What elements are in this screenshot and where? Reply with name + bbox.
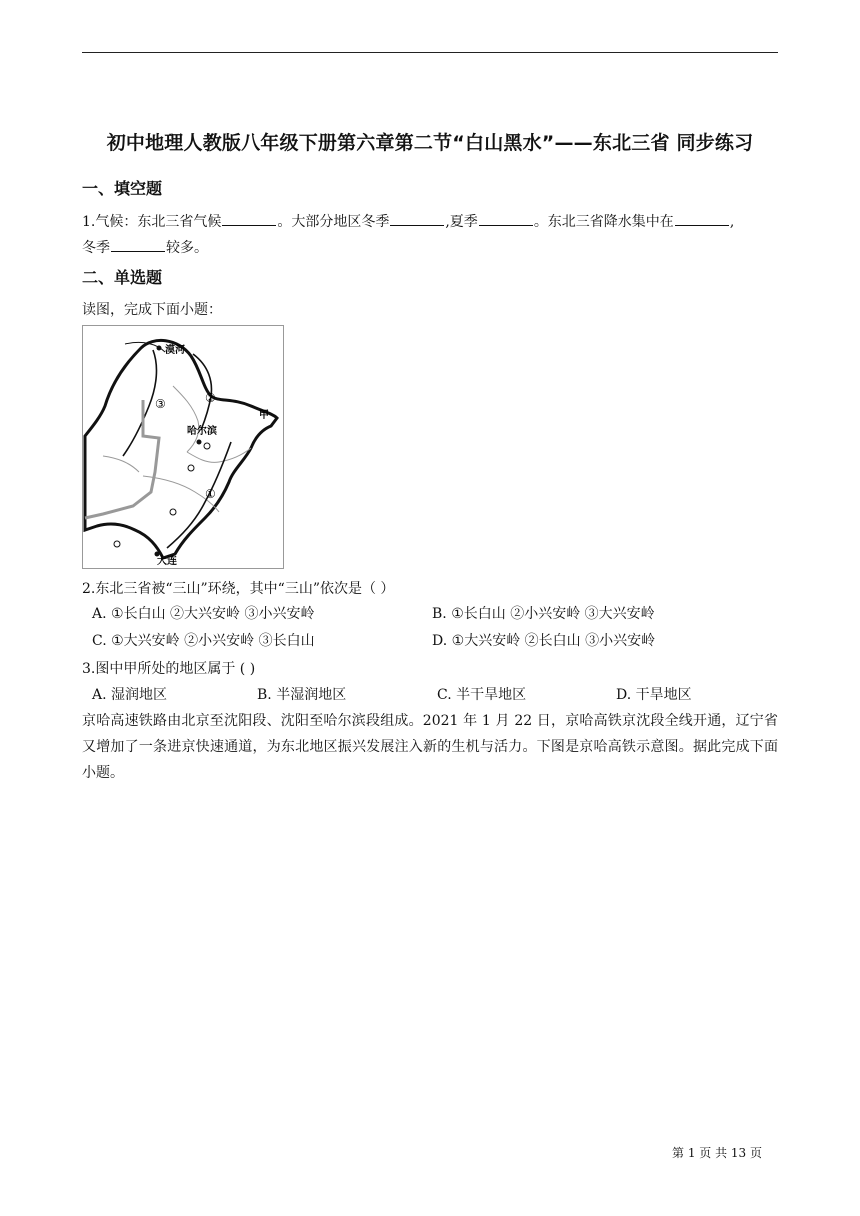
map-graphic [83, 326, 283, 568]
q1-text: 。东北三省降水集中在 [533, 214, 674, 230]
answer-blank[interactable] [479, 209, 533, 226]
q1-text: , [729, 214, 735, 230]
question-3-stem: 3.图中甲所处的地区属于 ( ) [82, 661, 256, 677]
map-label-mohe: 漠河 [165, 345, 185, 356]
map-label-harbin: 哈尔滨 [187, 426, 217, 437]
q3-option-a[interactable]: A. 湿润地区 [92, 687, 168, 703]
q3-option-c[interactable]: C. 半干旱地区 [437, 687, 527, 703]
map-label-dalian: 大连 [157, 556, 177, 567]
q1-text: 。大部分地区冬季 [277, 214, 390, 230]
section-heading-single-choice: 二、单选题 [82, 268, 163, 287]
map-number-1: ① [205, 487, 216, 501]
map-number-3: ③ [155, 397, 166, 411]
read-map-intro: 读图，完成下面小题： [82, 302, 222, 318]
q2-option-b[interactable]: B. ①长白山 ②小兴安岭 ③大兴安岭 [432, 606, 655, 622]
q3-option-b[interactable]: B. 半湿润地区 [257, 687, 347, 703]
page-number: 第 1 页 共 13 页 [672, 1146, 762, 1160]
q1-text: 1.气候：东北三省气候 [82, 214, 222, 230]
harbin-dot [197, 440, 202, 445]
q3-option-d[interactable]: D. 干旱地区 [616, 687, 692, 703]
q2-option-c[interactable]: C. ①大兴安岭 ②小兴安岭 ③长白山 [92, 633, 315, 649]
question-1 [82, 209, 782, 261]
page-title: 初中地理人教版八年级下册第六章第二节“白山黑水”——东北三省 同步练习 [106, 132, 754, 154]
q2-option-a[interactable]: A. ①长白山 ②大兴安岭 ③小兴安岭 [92, 606, 315, 622]
northeast-china-map [82, 325, 284, 569]
reading-passage: 京哈高速铁路由北京至沈阳段、沈阳至哈尔滨段组成。2021 年 1 月 22 日，京哈高铁京沈段全线开通，辽宁省又增加了一条进京快速通道，为东北地区振兴发展注入新的生机与活力。下图是京哈高铁示意图。据此完成下面小题。 [82, 713, 778, 781]
q1-text: ,夏季 [445, 214, 478, 230]
answer-blank[interactable] [675, 209, 729, 226]
map-label-jia: 甲 [259, 410, 269, 421]
section-heading-fill-blank: 一、填空题 [82, 179, 163, 198]
q1-text: 较多。 [166, 240, 208, 256]
q1-text: 冬季 [82, 240, 110, 256]
header-rule [82, 52, 778, 53]
answer-blank[interactable] [111, 235, 165, 252]
question-2-stem: 2.东北三省被“三山”环绕，其中“三山”依次是（ ） [82, 581, 395, 597]
q2-option-d[interactable]: D. ①大兴安岭 ②长白山 ③小兴安岭 [432, 633, 656, 649]
mohe-dot [157, 346, 162, 351]
answer-blank[interactable] [390, 209, 444, 226]
answer-blank[interactable] [222, 209, 276, 226]
map-number-2: ② [205, 391, 216, 405]
